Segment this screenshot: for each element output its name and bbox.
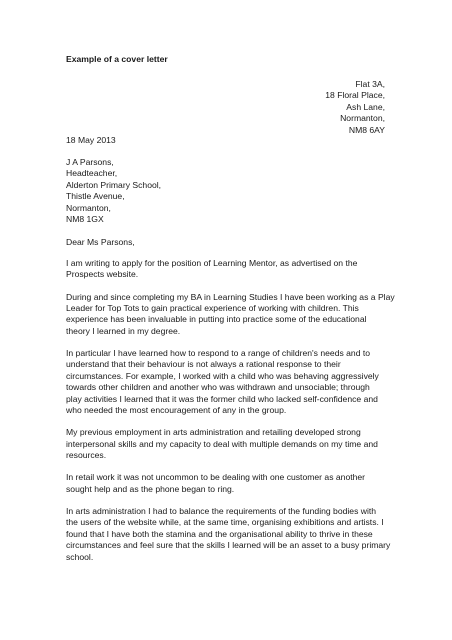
- paragraph-line: Prospects website.: [66, 269, 139, 280]
- paragraph-line: the users of the website while, at the same time, organising exhibitions and artists. I: [66, 517, 384, 528]
- body-paragraph: [66, 292, 396, 338]
- body-paragraph: [66, 472, 396, 495]
- paragraph-line: found that I have both the stamina and the organisational ability to thrive in these: [66, 528, 373, 539]
- paragraph-line: In particular I have learned how to respond to a range of children's needs and to: [66, 348, 371, 359]
- recipient-address-line: J A Parsons,: [66, 157, 114, 167]
- paragraph-line: sought help and as the phone began to ring.: [66, 483, 235, 494]
- body-paragraph: [66, 348, 396, 416]
- body-paragraph: [66, 506, 396, 563]
- paragraph-line: In arts administration I had to balance the requirements of the funding bodies with: [66, 505, 377, 516]
- paragraph-line: I am writing to apply for the position of Learning Mentor, as advertised on the: [66, 258, 358, 268]
- page-title: Example of a cover letter: [66, 54, 168, 64]
- recipient-address: [66, 157, 161, 225]
- sender-address-line: 18 Floral Place,: [325, 90, 385, 101]
- paragraph-line: My previous employment in arts administration and retailing developed strong: [66, 427, 361, 438]
- paragraph-line: understand that their behaviour is not always a rational response to their: [66, 359, 341, 370]
- sender-address-line: Flat 3A,: [355, 79, 385, 89]
- paragraph-line: resources.: [66, 450, 107, 461]
- paragraph-line: interpersonal skills and my capacity to deal with multiple demands on my time and: [66, 438, 378, 449]
- paragraph-line: towards other children and another who was withdrawn and unsociable; through: [66, 382, 370, 393]
- body-paragraph: [66, 258, 396, 281]
- paragraph-line: theory I learned in my degree.: [66, 325, 181, 336]
- paragraph-line: circumstances and feel sure that the skills I learned will be an asset to a busy primary: [66, 540, 391, 551]
- recipient-address-line: Alderton Primary School,: [66, 179, 162, 190]
- sender-address-line: Normanton,: [340, 113, 385, 124]
- body-paragraph: [66, 427, 396, 461]
- paragraph-line: circumstances. For example, I worked with a child who was behaving aggressively: [66, 370, 379, 381]
- paragraph-line: who needed the most encouragement of any in the group.: [66, 405, 287, 416]
- letter-body: [66, 258, 396, 574]
- recipient-address-line: Thistle Avenue,: [66, 191, 125, 202]
- salutation: Dear Ms Parsons,: [66, 237, 135, 247]
- paragraph-line: Leader for Top Tots to gain practical experience of working with children. This: [66, 303, 359, 314]
- sender-address: [325, 79, 385, 136]
- sender-address-line: NM8 6AY: [348, 124, 385, 135]
- recipient-address-line: Headteacher,: [66, 168, 118, 179]
- paragraph-line: During and since completing my BA in Learning Studies I have been working as a Play: [66, 291, 395, 302]
- sender-address-line: Ash Lane,: [346, 101, 385, 112]
- paragraph-line: school.: [66, 551, 94, 562]
- paragraph-line: In retail work it was not uncommon to be dealing with one customer as another: [66, 472, 366, 483]
- paragraph-line: experience has been invaluable in putting into practice some of the educational: [66, 314, 367, 325]
- recipient-address-line: Normanton,: [66, 202, 111, 213]
- paragraph-line: play activities I learned that it was the former child who lacked self-confidence and: [66, 393, 378, 404]
- letter-date: 18 May 2013: [66, 135, 116, 145]
- recipient-address-line: NM8 1GX: [66, 214, 104, 225]
